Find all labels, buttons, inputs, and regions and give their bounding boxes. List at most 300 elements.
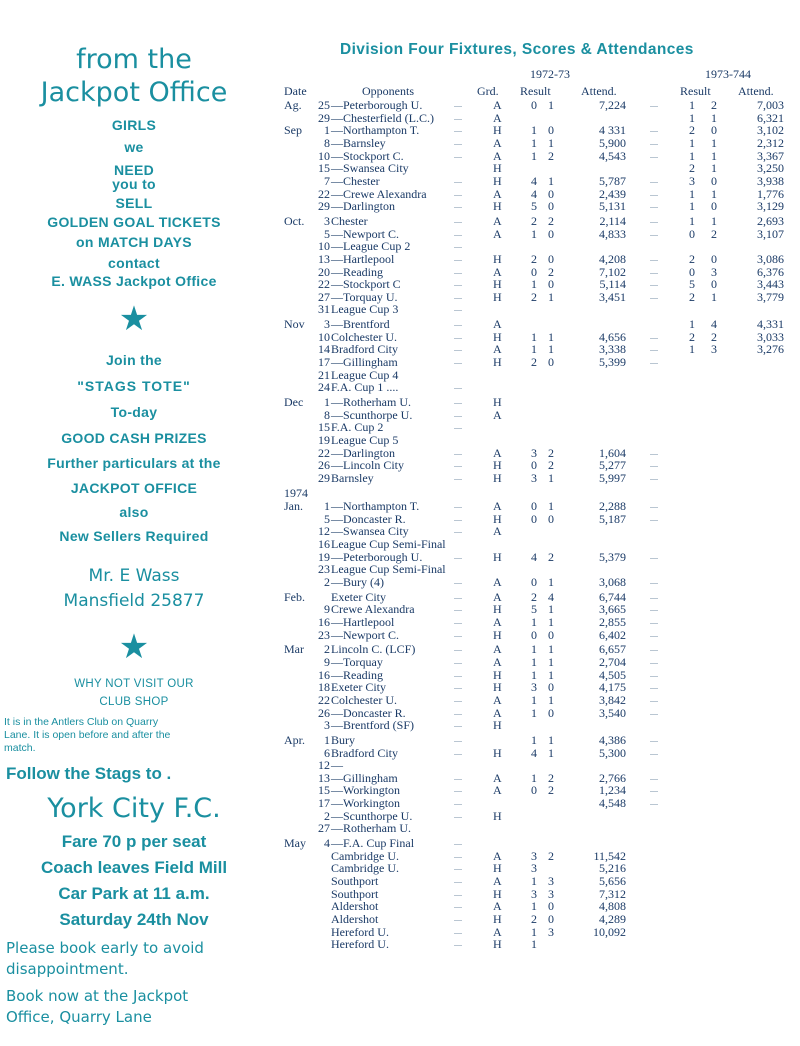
fixture-cell-a: 5,216 xyxy=(599,861,626,876)
fixture-cell-g: A xyxy=(493,136,502,150)
fixture-cell-a: 5,114 xyxy=(599,277,626,292)
fixture-cell-r2: 1 xyxy=(548,642,554,657)
col-result-header: Result xyxy=(520,84,551,98)
fixture-cell-p1: 1 xyxy=(689,199,695,214)
fixture-cell-a: 1,234 xyxy=(599,783,626,798)
fixture-cell-p1: 1 xyxy=(689,136,695,150)
fixture-cell-g: A xyxy=(493,213,502,228)
fixture-cell-o: Cambridge U. xyxy=(331,861,399,876)
fixture-cell-p2: 0 xyxy=(711,123,717,138)
fixture-cell-o: Aldershot xyxy=(331,911,379,926)
fixture-cell-a: 3,338 xyxy=(599,342,626,357)
antlers-line-1: It is in the Antlers Club on Quarry xyxy=(4,716,159,728)
fixture-cell-sep: .... xyxy=(650,215,658,225)
fixture-cell-dots: .... xyxy=(454,150,462,160)
fixture-cell-a: 2,288 xyxy=(599,499,626,514)
fixture-cell-g: H xyxy=(493,173,502,188)
fixture-cell-g: A xyxy=(493,642,502,657)
fixture-cell-o: —Peterborough U. xyxy=(331,549,423,564)
fixture-cell-g: A xyxy=(493,317,502,331)
fixture-cell-r2: 0 xyxy=(548,226,554,241)
fixture-cell-dots: .... xyxy=(454,460,462,470)
from-the-heading: from the xyxy=(76,44,192,75)
fixture-cell-p2: 1 xyxy=(711,161,717,176)
fixture-cell-d: 23 xyxy=(318,627,330,642)
fixture-cell-g: H xyxy=(493,745,502,760)
fixture-cell-pa: 3,938 xyxy=(757,173,784,188)
fixture-cell-d: 2 xyxy=(324,575,330,589)
fixture-cell-r1: 5 xyxy=(531,199,537,214)
fixture-cell-a: 2,439 xyxy=(599,186,626,201)
fixture-cell-r1: 1 xyxy=(531,732,537,747)
fixture-cell-r2: 0 xyxy=(548,705,554,720)
fixture-cell-o: —Hartlepool xyxy=(331,615,395,629)
fixture-cell-d: 16 xyxy=(318,615,330,629)
fixture-cell-r1: 4 xyxy=(531,549,537,564)
we-text: we xyxy=(124,139,144,155)
fixture-cell-r2: 1 xyxy=(548,654,554,669)
fixture-cell-r1: 3 xyxy=(531,445,537,460)
fixture-cell-sep: .... xyxy=(650,617,658,626)
fixture-cell-sep: .... xyxy=(650,577,658,586)
fixture-cell-o: —Rotherham U. xyxy=(331,394,411,409)
fixture-cell-g: A xyxy=(493,874,502,888)
fixture-cell-r2: 1 xyxy=(548,289,554,304)
fixture-cell-g: H xyxy=(493,511,502,526)
fixture-cell-dots: .... xyxy=(454,138,462,147)
fixture-cell-sep: .... xyxy=(650,772,658,782)
fixture-cell-d: 27 xyxy=(318,821,330,836)
fixture-cell-sep: .... xyxy=(650,188,658,198)
fixture-cell-p1: 2 xyxy=(689,123,695,138)
fixture-cell-r1: 1 xyxy=(531,329,537,344)
fixture-cell-o: —Newport C. xyxy=(331,226,399,241)
fixture-cell-dots: .... xyxy=(454,201,462,211)
fixture-cell-o: League Cup Semi-Final xyxy=(331,562,446,577)
fixture-cell-o: Lincoln C. (LCF) xyxy=(331,642,416,657)
fixture-cell-dots: .... xyxy=(454,422,462,432)
fixture-cell-dots: .... xyxy=(454,228,462,238)
col-attend-header: Attend. xyxy=(581,84,617,98)
fixture-cell-dots: .... xyxy=(454,472,462,482)
fixture-cell-sep: .... xyxy=(650,100,658,109)
fixture-cell-m: 1974 xyxy=(284,485,308,500)
fixture-cell-g: H xyxy=(493,937,502,952)
fixture-cell-o: Crewe Alexandra xyxy=(331,602,415,617)
fixture-cell-a: 3,665 xyxy=(599,602,626,617)
fixture-cell-a: 2,855 xyxy=(599,615,626,629)
fixture-cell-a: 4,543 xyxy=(599,148,626,163)
match-days-text: on MATCH DAYS xyxy=(76,234,192,250)
fixture-cell-r1: 3 xyxy=(531,848,537,863)
fixture-cell-sep: .... xyxy=(650,447,658,457)
fixture-cell-dots: .... xyxy=(454,863,462,873)
fixture-cell-r2: 3 xyxy=(548,886,554,901)
fixture-cell-g: H xyxy=(493,394,502,409)
fixture-cell-p1: 1 xyxy=(689,342,695,357)
fixture-cell-d: 19 xyxy=(318,432,330,447)
fixture-cell-g: H xyxy=(493,911,502,926)
further-text: Further particulars at the xyxy=(47,455,221,471)
fixture-cell-o: —League Cup 2 xyxy=(331,239,411,254)
fixture-cell-dots: .... xyxy=(454,747,462,757)
york-city-text: York City F.C. xyxy=(47,793,221,824)
fixture-cell-o: Exeter City xyxy=(331,589,386,604)
fixture-cell-g: A xyxy=(493,186,502,201)
fixture-cell-dots: .... xyxy=(454,409,462,419)
girls-text: GIRLS xyxy=(111,117,157,133)
contact-text: contact xyxy=(108,255,160,271)
fixture-cell-a: 5,997 xyxy=(599,470,626,485)
fixture-cell-r2: 0 xyxy=(548,251,554,266)
fixture-cell-r1: 1 xyxy=(531,667,537,682)
fixture-cell-dots: .... xyxy=(454,331,462,341)
fixture-cell-pa: 3,086 xyxy=(757,251,784,266)
fixture-cell-o: Bury xyxy=(331,732,355,747)
fixture-cell-sep: .... xyxy=(650,604,658,614)
fixture-cell-a: 2,766 xyxy=(599,770,626,785)
fixture-cell-g: H xyxy=(493,161,502,176)
fixture-cell-d: 1 xyxy=(324,499,330,514)
fixture-cell-d: 22 xyxy=(318,692,330,707)
fixture-cell-r2: 1 xyxy=(548,329,554,344)
fixture-cell-dots: .... xyxy=(454,125,462,135)
fixture-cell-m: Mar xyxy=(284,642,304,657)
fixture-cell-sep: .... xyxy=(650,591,658,601)
fixture-cell-d: 14 xyxy=(318,342,330,357)
fixture-cell-r1: 2 xyxy=(531,251,537,266)
fixture-cell-a: 4,386 xyxy=(599,732,626,747)
fixture-cell-o: League Cup Semi-Final xyxy=(331,537,446,552)
fixture-cell-r1: 2 xyxy=(531,213,537,228)
fixture-cell-dots: .... xyxy=(454,720,462,730)
fixture-cell-a: 3,540 xyxy=(599,705,626,720)
fixture-cell-d: 24 xyxy=(318,380,330,395)
fixture-cell-pa: 6,376 xyxy=(757,264,784,279)
fixture-cell-o: —Gillingham xyxy=(331,355,398,369)
fixture-cell-p1: 5 xyxy=(689,277,695,292)
car-park-text: Car Park at 11 a.m. xyxy=(58,884,210,903)
fixture-cell-a: 6,657 xyxy=(599,642,626,657)
fixture-cell-g: A xyxy=(493,226,502,241)
fixture-cell-d: 5 xyxy=(324,226,330,241)
fixture-cell-o: —Reading xyxy=(331,667,383,682)
fixture-cell-p2: 1 xyxy=(711,110,717,125)
fixture-cell-sep: .... xyxy=(650,150,658,160)
fixture-cell-o: —Northampton T. xyxy=(331,123,420,138)
fixture-cell-d: 9 xyxy=(324,654,330,669)
fixture-cell-d: 25 xyxy=(318,98,330,112)
col-date-header: Date xyxy=(284,84,307,98)
fixture-cell-o: —Darlington xyxy=(331,199,395,214)
fixture-cell-r1: 0 xyxy=(531,264,537,279)
fixture-cell-r2: 1 xyxy=(548,745,554,760)
fixture-cell-o: Chester xyxy=(331,213,368,228)
fixture-cell-dots: .... xyxy=(454,100,462,109)
fixture-cell-m: Feb. xyxy=(284,589,305,604)
fixture-cell-sep: .... xyxy=(650,747,658,757)
fixture-cell-o: Hereford U. xyxy=(331,937,389,952)
fixture-cell-sep: .... xyxy=(650,785,658,795)
fixture-cell-g: A xyxy=(493,445,502,460)
fixture-cell-r2: 0 xyxy=(548,899,554,914)
fixture-cell-dots: .... xyxy=(454,707,462,717)
fixture-cell-r1: 1 xyxy=(531,123,537,138)
fixture-cell-a: 7,224 xyxy=(599,98,626,112)
fixture-cell-g: A xyxy=(493,98,502,112)
fixture-cell-r1: 2 xyxy=(531,589,537,604)
fixture-cell-dots: .... xyxy=(454,810,462,820)
fixture-cell-o: F.A. Cup 1 .... xyxy=(331,380,399,395)
fixture-cell-d: 26 xyxy=(318,458,330,473)
fixture-cell-dots: .... xyxy=(454,526,462,536)
fixture-cell-g: A xyxy=(493,924,502,939)
fixture-cell-d: 2 xyxy=(324,808,330,823)
fixture-cell-p2: 4 xyxy=(711,317,717,331)
fixture-cell-r1: 1 xyxy=(531,874,537,888)
fixture-cell-d: 9 xyxy=(324,602,330,617)
fixture-cell-sep: .... xyxy=(650,291,658,301)
fixture-cell-r2: 1 xyxy=(548,602,554,617)
fixture-cell-p1: 2 xyxy=(689,251,695,266)
fixture-cell-d: 10 xyxy=(318,329,330,344)
fixture-cell-pa: 3,779 xyxy=(757,289,784,304)
fixture-cell-dots: .... xyxy=(454,447,462,457)
fixture-cell-sep: .... xyxy=(650,472,658,482)
fixture-cell-a: 6,744 xyxy=(599,589,626,604)
you-to-text: you to xyxy=(112,176,156,192)
fixture-cell-d: 21 xyxy=(318,367,330,382)
fixture-cell-o: —Stockport C xyxy=(331,277,401,292)
sell-text: SELL xyxy=(115,195,153,211)
fixture-cell-g: A xyxy=(493,110,502,125)
fixture-cell-p2: 0 xyxy=(711,173,717,188)
fixture-cell-dots: .... xyxy=(454,644,462,654)
fixture-cell-pa: 3,276 xyxy=(757,342,784,357)
fixture-cell-r2: 0 xyxy=(548,123,554,138)
fixture-cell-g: H xyxy=(493,718,502,733)
fixture-cell-g: H xyxy=(493,861,502,876)
fixture-cell-sep: .... xyxy=(650,266,658,276)
fixture-cell-sep: .... xyxy=(650,513,658,523)
please-book-line-2: disappointment. xyxy=(6,960,129,978)
fixture-cell-a: 5,656 xyxy=(599,874,626,888)
fixture-cell-g: A xyxy=(493,264,502,279)
fixture-cell-r1: 1 xyxy=(531,770,537,785)
fixture-cell-o: —Scunthorpe U. xyxy=(331,808,413,823)
fixture-cell-o: League Cup 5 xyxy=(331,432,399,447)
fixture-cell-p2: 1 xyxy=(711,186,717,201)
fixture-cell-d: 29 xyxy=(318,110,330,125)
fixture-cell-o: —Brentford xyxy=(331,317,390,331)
fixture-cell-r1: 0 xyxy=(531,627,537,642)
fixture-cell-r1: 4 xyxy=(531,173,537,188)
fixture-cell-r1: 1 xyxy=(531,226,537,241)
fixture-cell-m: Oct. xyxy=(284,213,305,228)
fixture-cell-o: —Newport C. xyxy=(331,627,399,642)
fixture-cell-a: 3,451 xyxy=(599,289,626,304)
season-1973-label: 1973-744 xyxy=(705,67,751,81)
fixture-cell-o: —Crewe Alexandra xyxy=(331,186,427,201)
fixture-cell-dots: .... xyxy=(454,253,462,263)
fixture-cell-p1: 1 xyxy=(689,317,695,331)
star-icon-2: ★ xyxy=(118,628,150,666)
fixture-cell-a: 4,505 xyxy=(599,667,626,682)
fixture-cell-d: 19 xyxy=(318,549,330,564)
fixture-cell-d: 3 xyxy=(324,213,330,228)
fixture-cell-o: —F.A. Cup Final xyxy=(331,836,415,850)
coach-text: Coach leaves Field Mill xyxy=(40,858,228,877)
fixture-cell-a: 7,102 xyxy=(599,264,626,279)
fixture-cell-d: 29 xyxy=(318,199,330,214)
fixture-cell-a: 5,787 xyxy=(599,173,626,188)
fixture-cell-d: 22 xyxy=(318,277,330,292)
ewass-contact-text: E. WASS Jackpot Office xyxy=(51,273,217,289)
antlers-line-3: match. xyxy=(4,742,36,754)
fixture-cell-a: 5,187 xyxy=(599,511,626,526)
new-sellers-text: New Sellers Required xyxy=(59,528,209,544)
fixture-cell-o: — xyxy=(331,758,343,773)
fixture-cell-g: A xyxy=(493,692,502,707)
fixture-cell-r2: 0 xyxy=(548,627,554,642)
fixture-cell-p1: 2 xyxy=(689,161,695,176)
fixture-cell-o: —Rotherham U. xyxy=(331,821,411,836)
fixture-cell-a: 6,402 xyxy=(599,627,626,642)
fixture-cell-dots: .... xyxy=(454,694,462,704)
fixture-cell-r2: 0 xyxy=(548,199,554,214)
fixture-cell-sep: .... xyxy=(650,331,658,341)
fixture-cell-d: 4 xyxy=(324,836,330,850)
fixture-cell-dots: .... xyxy=(454,591,462,601)
fixture-cell-o: —Torquay U. xyxy=(331,289,398,304)
fixture-cell-r1: 1 xyxy=(531,705,537,720)
fixture-cell-m: Ag. xyxy=(284,98,302,112)
fixture-cell-r2: 1 xyxy=(548,470,554,485)
fixture-cell-sep: .... xyxy=(650,125,658,135)
fixture-cell-pa: 3,250 xyxy=(757,161,784,176)
fixture-cell-d: 8 xyxy=(324,407,330,422)
today-text: To-day xyxy=(110,404,158,420)
fixture-cell-p1: 3 xyxy=(689,173,695,188)
fixture-cell-r1: 3 xyxy=(531,680,537,695)
fixture-cell-pa: 3,443 xyxy=(757,277,784,292)
fixture-cell-p2: 2 xyxy=(711,226,717,241)
season-1972-label: 1972-73 xyxy=(530,67,570,81)
fixture-cell-g: A xyxy=(493,524,502,539)
fixture-cell-a: 5,300 xyxy=(599,745,626,760)
fixture-cell-a: 4,289 xyxy=(599,911,626,926)
fixture-cell-sep: .... xyxy=(650,357,658,366)
fixture-cell-sep: .... xyxy=(650,669,658,679)
fixture-cell-d: 12 xyxy=(318,524,330,539)
fixture-cell-o: Exeter City xyxy=(331,680,386,695)
fixture-cell-o: —Northampton T. xyxy=(331,499,420,514)
fixture-cell-pa: 3,033 xyxy=(757,329,784,344)
fixture-cell-r1: 0 xyxy=(531,575,537,589)
fixture-cell-o: —Swansea City xyxy=(331,524,409,539)
fixture-cell-m: Dec xyxy=(284,394,304,409)
fixture-cell-d: 7 xyxy=(324,173,330,188)
fixture-cell-sep: .... xyxy=(650,501,658,511)
fixture-cell-g: A xyxy=(493,407,502,422)
fixture-cell-g: A xyxy=(493,899,502,914)
col-ground-header: Grd. xyxy=(477,84,499,98)
fixture-cell-g: H xyxy=(493,277,502,292)
fixture-cell-g: A xyxy=(493,770,502,785)
fixture-cell-d: 22 xyxy=(318,186,330,201)
fixture-cell-a: 10,092 xyxy=(593,924,626,939)
fixture-cell-o: —Peterborough U. xyxy=(331,98,423,112)
fixture-cell-p1: 1 xyxy=(689,110,695,125)
fixture-cell-dots: .... xyxy=(454,382,462,392)
fixture-cell-d: 2 xyxy=(324,642,330,657)
fixture-cell-d: 3 xyxy=(324,317,330,331)
fixture-cell-dots: .... xyxy=(454,319,462,328)
stags-tote-text: "STAGS TOTE" xyxy=(77,378,191,394)
fixture-cell-a: 11,542 xyxy=(593,848,626,863)
fixture-cell-o: —Swansea City xyxy=(331,161,409,176)
fixture-cell-o: Barnsley xyxy=(331,470,374,485)
fixture-cell-g: H xyxy=(493,199,502,214)
fixture-cell-o: Hereford U. xyxy=(331,924,389,939)
fixture-cell-p1: 0 xyxy=(689,264,695,279)
fixture-cell-g: A xyxy=(493,783,502,798)
fixture-cell-pa: 3,367 xyxy=(757,148,784,163)
fixture-cell-r1: 1 xyxy=(531,136,537,150)
fixture-cell-r1: 4 xyxy=(531,186,537,201)
fixture-cell-m: May xyxy=(284,836,306,850)
fare-text: Fare 70 p per seat xyxy=(61,832,207,851)
fixture-cell-r2: 1 xyxy=(548,667,554,682)
fixture-cell-o: —Workington xyxy=(331,783,401,798)
fixture-cell-g: H xyxy=(493,329,502,344)
fixture-cell-r2: 1 xyxy=(548,136,554,150)
fixture-cell-a: 5,379 xyxy=(599,549,626,564)
fixture-cell-r1: 2 xyxy=(531,911,537,926)
fixture-cell-d: 15 xyxy=(318,783,330,798)
fixture-cell-d: 6 xyxy=(324,745,330,760)
fixture-cell-p1: 1 xyxy=(689,186,695,201)
fixture-cell-sep: .... xyxy=(650,138,658,147)
fixture-cell-d: 29 xyxy=(318,470,330,485)
fixture-cell-sep: .... xyxy=(650,656,658,666)
fixture-cell-p2: 0 xyxy=(711,199,717,214)
fixture-cell-r2: 3 xyxy=(548,924,554,939)
fixture-cell-r2: 2 xyxy=(548,445,554,460)
fixture-cell-a: 4,656 xyxy=(599,329,626,344)
fixture-cell-dots: .... xyxy=(454,551,462,561)
fixture-cell-pa: 4,331 xyxy=(757,317,784,331)
fixture-cell-dots: .... xyxy=(454,785,462,795)
fixture-cell-d: 17 xyxy=(318,355,330,369)
fixture-cell-sep: .... xyxy=(650,175,658,185)
fixture-cell-p2: 1 xyxy=(711,213,717,228)
fixture-cell-pa: 1,776 xyxy=(757,186,784,201)
fixture-cell-dots: .... xyxy=(454,926,462,936)
fixture-cell-pa: 6,321 xyxy=(757,110,784,125)
fixture-cell-r1: 1 xyxy=(531,654,537,669)
fixture-cell-r2: 1 xyxy=(548,575,554,589)
fixture-cell-dots: .... xyxy=(454,175,462,185)
fixture-cell-r2: 0 xyxy=(548,511,554,526)
fixture-cell-o: F.A. Cup 2 xyxy=(331,420,384,435)
fixture-cell-d: 10 xyxy=(318,239,330,254)
fixture-cell-o: —Reading xyxy=(331,264,383,279)
fixture-cell-g: A xyxy=(493,575,502,589)
fixture-cell-pa: 3,102 xyxy=(757,123,784,138)
fixture-cell-g: A xyxy=(493,342,502,357)
mansfield-phone-text: Mansfield 25877 xyxy=(63,591,205,611)
